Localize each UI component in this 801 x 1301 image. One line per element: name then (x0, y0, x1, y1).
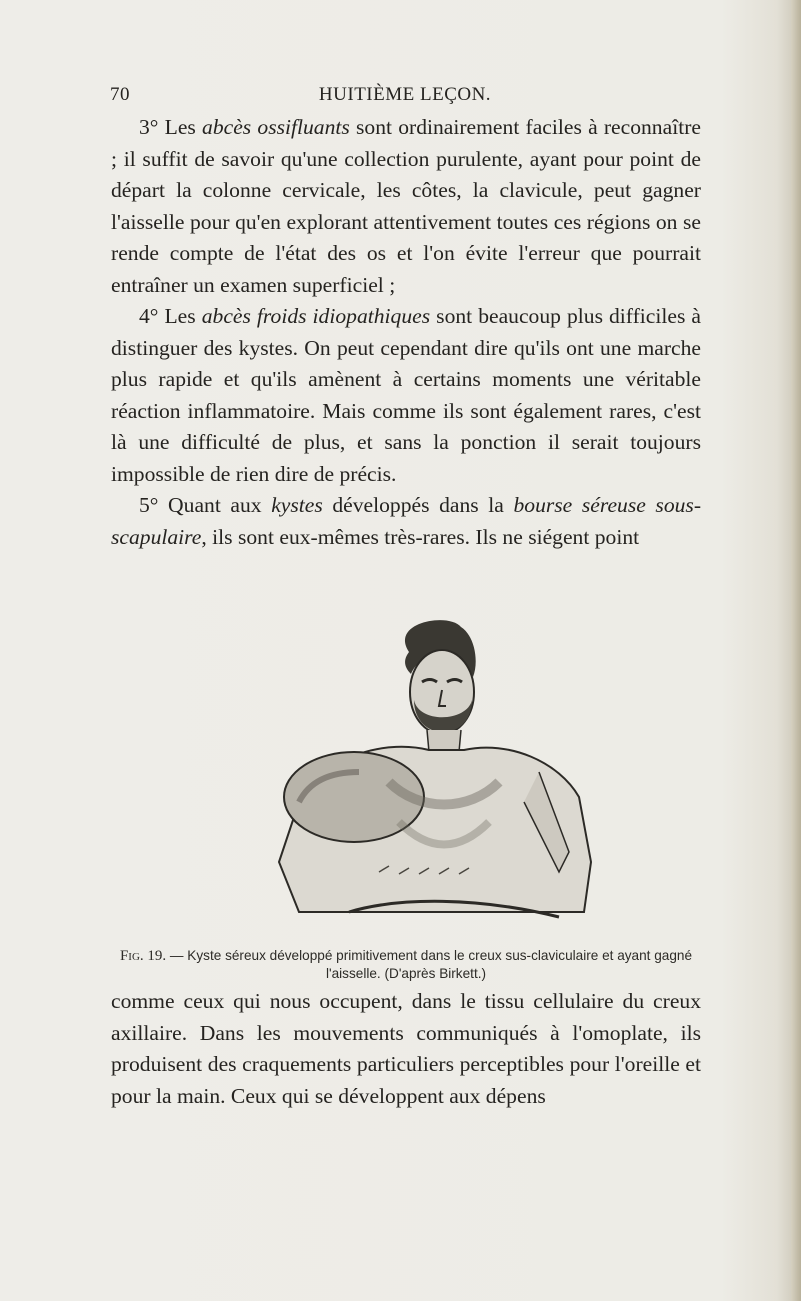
page-header (110, 84, 700, 112)
figure-caption (111, 947, 701, 983)
figure-engraving (239, 612, 599, 942)
paragraph-continuation: comme ceux qui nous occupent, dans le tissu cellulaire du creux axillaire. Dans les mouvements communiqués à l'omoplate, ils produisent des craquements particuliers perceptibles pour l'oreille et pour la main. Ceux qui se développent aux dépens (111, 989, 701, 1108)
figure-caption-text: — Kyste séreux développé primitivement dans le creux sus-claviculaire et ayant gagné l'aisselle. (D'après Birkett.) (169, 948, 693, 981)
paragraph-5: 5° Quant aux kystes développés dans la bourse séreuse sous-scapulaire, ils sont eux-mêmes très-rares. Ils ne siégent point (111, 493, 702, 549)
paragraph-3: 3° Les abcès ossifluants sont ordinairement faciles à reconnaître ; il suffit de savoir qu'une collection purulente, ayant pour point de départ la colonne cervicale, les côtes, la clavicule, peut gagner l'aisselle pour qu'en explorant attentivement toutes ces régions on se rende compte de l'état des os et l'on évite l'erreur que pourrait entraîner un examen superficiel ; (111, 115, 701, 297)
page-edge (791, 0, 801, 1301)
page-number: 70 (110, 84, 130, 105)
paragraph-4: 4° Les abcès froids idiopathiques sont beaucoup plus difficiles à distinguer des kystes. On peut cependant dire qu'ils ont une marche plus rapide et qu'ils amènent à certains moments une véritable réaction inflammatoire. Mais comme ils sont également rares, c'est là une difficulté de plus, et sans la ponction il serait toujours impossible de rien dire de précis. (111, 304, 701, 486)
running-title: HUITIÈME LEÇON. (318, 84, 492, 105)
body-text-top (111, 112, 701, 553)
figure-label: Fig. 19. (119, 948, 167, 964)
body-text-bottom (111, 986, 701, 1112)
